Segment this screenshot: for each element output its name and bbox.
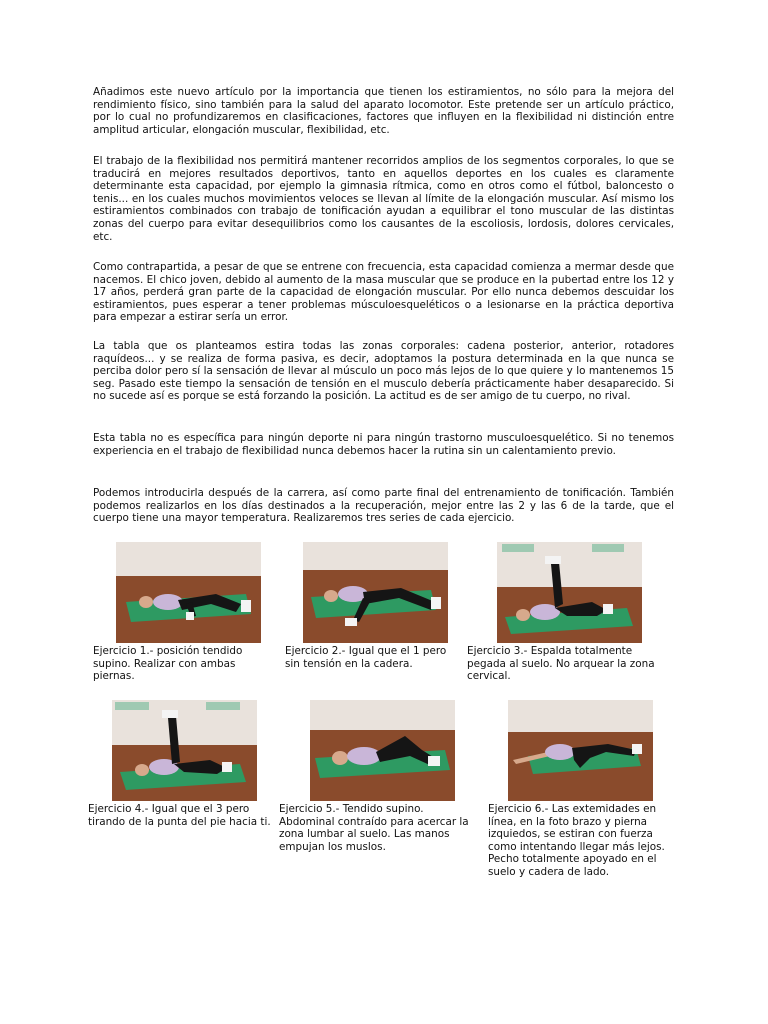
flexibility-paragraph: El trabajo de la flexibilidad nos permitirá mantener recorridos amplios de los segmentos corporales, lo que se traducirá en mejores resultados deportivos, tanto en aquellos deportes en los cuales es claramente determinante esta capacidad, por ejemplo la gimnasia rítmica, como en otros como el fútbol, baloncesto o tenis... en los cuales muchos movimientos veloces se llevan al límite de la elongación muscular. Así mismo los estiramientos combinados con trabajo de tonificación ayudan a equilibrar el tono muscular de las distintas zonas del cuerpo para evitar desequilibrios como los causantes de la escoliosis, lordosis, dolores cervicales, etc.: [93, 155, 674, 243]
exercise-1-caption: Ejercicio 1.- posición tendido supino. Realizar con ambas piernas.: [93, 645, 243, 683]
intro-paragraph: Añadimos este nuevo artículo por la importancia que tienen los estiramientos, no sólo para la mejora del rendimiento físico, sino también para la salud del aparato locomotor. Este pretende ser un artículo práctico, por lo cual no profundizaremos en clasificaciones, factores que influyen en la flexibilidad ni distinción entre amplitud articular, elongación muscular, flexibilidad, etc.: [93, 86, 674, 136]
exercise-2-caption: Ejercicio 2.- Igual que el 1 pero sin tensión en la cadera.: [285, 645, 447, 670]
exercise-4-caption: Ejercicio 4.- Igual que el 3 pero tirando de la punta del pie hacia ti.: [88, 803, 271, 828]
exercise-6-caption: Ejercicio 6.- Las extemidades en línea, en la foto brazo y pierna izquiedos, se estiran con fuerza como intentando llegar más lejos. Pecho totalmente apoyado en el suelo y cadera de lado.: [488, 803, 665, 878]
exercise-4-photo: [112, 700, 257, 801]
exercise-3-photo: [497, 542, 642, 643]
exercise-5-caption: Ejercicio 5.- Tendido supino. Abdominal contraído para acercar la zona lumbar al suelo. Las manos empujan los muslos.: [279, 803, 469, 853]
routine-paragraph: La tabla que os planteamos estira todas las zonas corporales: cadena posterior, anterior, rotadores raquídeos... y se realiza de forma pasiva, es decir, adoptamos la postura determinada en la que nunca se perciba dolor pero sí la sensación de llevar al músculo un poco más lejos de lo que quiere y lo mantenemos 15 seg. Pasado este tiempo la sensación de tensión en el musculo debería prácticamente haber desaparecido. Si no sucede así es porque se está forzando la posición. La actitud es de ser amigo de tu cuerpo, no rival.: [93, 340, 674, 403]
warning-paragraph: Esta tabla no es específica para ningún deporte ni para ningún trastorno musculoesquelético. Si no tenemos experiencia en el trabajo de flexibilidad nunca debemos hacer la rutina sin un calentamiento previo.: [93, 432, 674, 457]
exercise-2-photo: [303, 542, 448, 643]
exercise-1-photo: [116, 542, 261, 643]
exercise-6-photo: [508, 700, 653, 801]
counterpoint-paragraph: Como contrapartida, a pesar de que se entrene con frecuencia, esta capacidad comienza a mermar desde que nacemos. El chico joven, debido al aumento de la masa muscular que se produce en la pubertad entre los 12 y 17 años, perderá gran parte de la capacidad de elongación muscular. Por ello nunca debemos descuidar los estiramientos, pues esperar a tener problemas músculoesqueléticos o a lesionarse en la práctica deportiva para empezar a estirar sería un error.: [93, 261, 674, 324]
exercise-5-photo: [310, 700, 455, 801]
timing-paragraph: Podemos introducirla después de la carrera, así como parte final del entrenamiento de tonificación. También podemos realizarlos en los días destinados a la recuperación, mejor entre las 2 y las 6 de la tarde, que el cuerpo tiene una mayor temperatura. Realizaremos tres series de cada ejercicio.: [93, 487, 674, 525]
exercise-3-caption: Ejercicio 3.- Espalda totalmente pegada al suelo. No arquear la zona cervical.: [467, 645, 655, 683]
